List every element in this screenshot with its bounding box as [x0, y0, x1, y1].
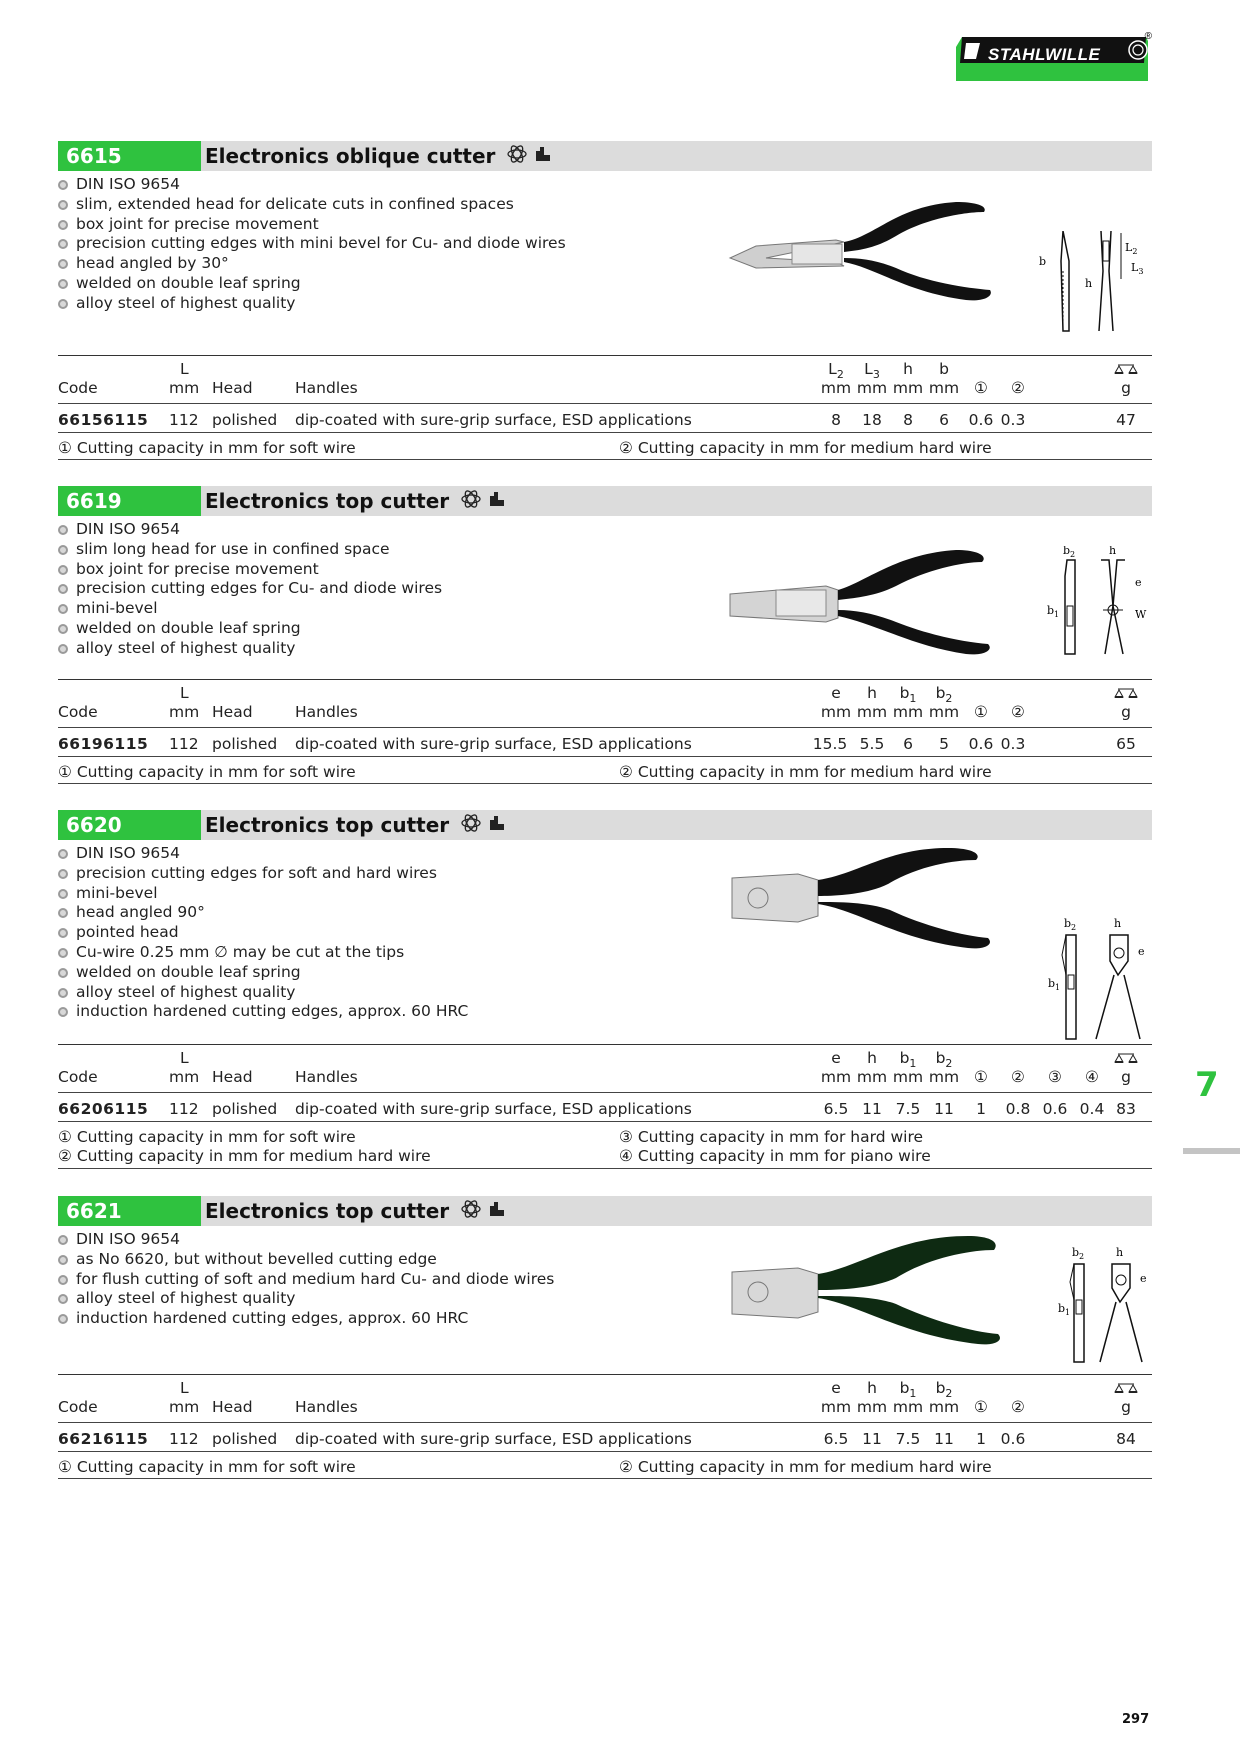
bullet-icon [58, 1255, 68, 1265]
dimension-drawing-6615 [1033, 231, 1153, 341]
svg-text:h: h [1116, 1246, 1124, 1259]
page-number: 297 [1122, 1712, 1150, 1727]
handles-value: dip-coated with sure-grip surface, ESD applications [295, 411, 692, 429]
bullet-icon [58, 1007, 68, 1017]
product-photo-6619 [726, 546, 1056, 666]
header-handles: Handles [295, 379, 358, 397]
header-head: Head [212, 379, 253, 397]
svg-text:b1: $b_1$ [1048, 977, 1061, 992]
bullet-icon [58, 1314, 68, 1324]
svg-text:b2: $b_2$ [1072, 1246, 1085, 1261]
capacity-value: 0.6 [968, 411, 994, 429]
bullet-icon [58, 1275, 68, 1285]
feature-item: for flush cutting of soft and medium hard Cu- and diode wires [58, 1270, 1152, 1290]
feature-item: alloy steel of highest quality [58, 639, 1152, 659]
dim-value: 18 [862, 411, 882, 429]
header-dim: h [867, 684, 877, 702]
feature-item: box joint for precise movement [58, 560, 1152, 580]
bullet-icon [58, 908, 68, 918]
svg-text:e: e [1135, 576, 1142, 589]
esd-icon [460, 1198, 506, 1220]
bullet-icon [58, 220, 68, 230]
svg-text:h: h [1085, 277, 1093, 290]
header-dim: h [867, 1049, 877, 1067]
header-dim: $b_1$ [899, 1049, 917, 1071]
bullet-icon [58, 644, 68, 654]
feature-item: induction hardened cutting edges, approx. 60 HRC [58, 1309, 1152, 1329]
footnote: ① Cutting capacity in mm for soft wire [58, 1128, 356, 1146]
footnote: ② Cutting capacity in mm for medium hard wire [619, 763, 992, 781]
table-top-rule [58, 1374, 1152, 1375]
bullet-icon [58, 565, 68, 575]
header-capacity-2: ② [1011, 379, 1025, 397]
bullet-icon [58, 545, 68, 555]
product-photo-6620 [728, 844, 1048, 974]
scale-icon [1114, 363, 1138, 377]
article-code: 66196115 [58, 735, 149, 753]
svg-text:b1: $b_1$ [1047, 604, 1060, 619]
header-rule [58, 403, 1152, 404]
bullet-icon [58, 968, 68, 978]
dim-value: 8 [831, 411, 841, 429]
bullet-icon [58, 1235, 68, 1245]
esd-icon [506, 143, 552, 165]
feature-item: mini-bevel [58, 599, 1152, 619]
table-top-rule [58, 355, 1152, 356]
product-section-6619: 6619 Electronics top cutter DIN ISO 9654 slim long head for use in confined space box joint for precise movement precision cutting edges for Cu- and diode wires mini-bevel welded on double leaf spring alloy steel of highest quality $b_2$ h e W $b_1$ L Code mm Head Handles e h $b_1$ $b_2$ mm mm mm mm ① ② g 66196115 112 polished dip-coated with sure-grip surface, ESD applications 15.5 5.5 6 5 0.6 0.3 65 ① Cutting capacity in mm for soft wire ② Cutting capacity in mm for medium hard wire [58, 486, 1152, 659]
bullet-icon [58, 869, 68, 879]
header-dim: $b_1$ [899, 684, 917, 706]
svg-text:b2: $b_2$ [1064, 917, 1077, 932]
feature-item: box joint for precise movement [58, 215, 1152, 235]
header-dim: $b_2$ [935, 1379, 953, 1401]
chapter-number: 7 [1195, 1065, 1219, 1105]
feature-item: induction hardened cutting edges, approx. 60 HRC [58, 1002, 1152, 1022]
feature-item: DIN ISO 9654 [58, 520, 1152, 540]
svg-text:L2: $L_2$ [1125, 241, 1138, 256]
feature-item: alloy steel of highest quality [58, 294, 1152, 314]
header-dim: h [903, 360, 913, 378]
header-dim: h [867, 1379, 877, 1397]
capacity-value: 0.3 [1000, 411, 1026, 429]
footnote-rule [58, 459, 1152, 460]
length-value: 112 [169, 411, 199, 429]
feature-item: head angled 90° [58, 903, 1152, 923]
esd-icon [460, 812, 506, 834]
svg-text:b2: $b_2$ [1063, 546, 1076, 559]
header-dim: b [939, 360, 949, 378]
bullet-icon [58, 525, 68, 535]
bullet-icon [58, 259, 68, 269]
header-g: g [1121, 379, 1131, 397]
feature-item: welded on double leaf spring [58, 274, 1152, 294]
bullet-icon [58, 849, 68, 859]
header-dim: $L_2$ [828, 360, 844, 382]
svg-text:L3: $L_3$ [1131, 261, 1144, 276]
bullet-icon [58, 928, 68, 938]
product-section-6615: 6615 Electronics oblique cutter DIN ISO 9654 slim, extended head for delicate cuts in confined spaces box joint for precise movement precision cutting edges with mini bevel for Cu- and diode wires head angled by 30° welded on double leaf spring alloy steel of highest quality b h $L_2$ $L_3$ L Code mm Head Handles $L_2$ $L_3$ h b mm mm mm mm ① ② g 66156115 112 polished dip-coated with sure-grip surface, ESD applications 8 18 8 6 0.6 0.3 47 ① Cutting capacity in mm for soft wire ② Cutting capacity in mm for medium hard wire [58, 141, 1152, 314]
table-top-rule [58, 1044, 1152, 1045]
feature-item: pointed head [58, 923, 1152, 943]
feature-item: DIN ISO 9654 [58, 1230, 1152, 1250]
header-dim: e [831, 684, 841, 702]
product-section-6621: 6621 Electronics top cutter DIN ISO 9654 as No 6620, but without bevelled cutting edge for flush cutting of soft and medium hard Cu- and diode wires alloy steel of highest quality induction hardened cutting edges, approx. 60 HRC $b_2$ h e $b_1$ L Code mm Head Handles e h $b_1$ $b_2$ mm mm mm mm ① ② g 66216115 112 polished dip-coated with sure-grip surface, ESD applications 6.5 11 7.5 11 1 0.6 84 ① Cutting capacity in mm for soft wire ② Cutting capacity in mm for medium hard wire [58, 1196, 1152, 1329]
dimension-drawing-6621 [1058, 1246, 1153, 1366]
bullet-icon [58, 988, 68, 998]
svg-text:h: h [1114, 917, 1122, 930]
feature-item: welded on double leaf spring [58, 619, 1152, 639]
product-title: Electronics top cutter [205, 1199, 450, 1223]
article-code: 66206115 [58, 1100, 149, 1118]
footnote: ① Cutting capacity in mm for soft wire [58, 439, 356, 457]
product-title: Electronics top cutter [205, 813, 450, 837]
bullet-icon [58, 624, 68, 634]
dimension-drawing-6619 [1043, 546, 1153, 656]
scale-icon [1114, 1052, 1138, 1066]
esd-and-hand-icons [460, 812, 506, 842]
feature-item: alloy steel of highest quality [58, 1289, 1152, 1309]
header-dim: e [831, 1379, 841, 1397]
product-title: Electronics oblique cutter [205, 144, 496, 168]
footnote: ① Cutting capacity in mm for soft wire [58, 1458, 356, 1476]
feature-item: precision cutting edges for Cu- and diode wires [58, 579, 1152, 599]
feature-item: slim long head for use in confined space [58, 540, 1152, 560]
footnote: ② Cutting capacity in mm for medium hard wire [619, 439, 992, 457]
feature-item: Cu-wire 0.25 mm ∅ may be cut at the tips [58, 943, 1152, 963]
footnote: ① Cutting capacity in mm for soft wire [58, 763, 356, 781]
header-dim: e [831, 1049, 841, 1067]
svg-text:h: h [1109, 546, 1117, 557]
section-header [58, 1196, 1152, 1226]
head-value: polished [212, 411, 278, 429]
product-code: 6621 [58, 1196, 201, 1226]
bullet-icon [58, 299, 68, 309]
chapter-tab-bar [1183, 1148, 1240, 1154]
brand-name: STAHLWILLE [988, 45, 1101, 64]
bullet-icon [58, 584, 68, 594]
registered-mark: ® [1144, 31, 1152, 42]
bullet-icon [58, 279, 68, 289]
bullet-icon [58, 948, 68, 958]
feature-item: mini-bevel [58, 884, 1152, 904]
article-code: 66156115 [58, 411, 149, 429]
bullet-icon [58, 200, 68, 210]
dimension-drawing-6620 [1048, 915, 1153, 1045]
feature-item: alloy steel of highest quality [58, 983, 1152, 1003]
bullet-icon [58, 180, 68, 190]
header-dim: $L_3$ [864, 360, 880, 382]
header-capacity-1: ① [974, 379, 988, 397]
scale-icon [1114, 687, 1138, 701]
svg-text:b1: $b_1$ [1058, 1302, 1071, 1317]
feature-item: precision cutting edges for soft and hard wires [58, 864, 1152, 884]
section-header [58, 810, 1152, 840]
header-code: Code [58, 379, 98, 397]
product-code: 6615 [58, 141, 201, 171]
stahlwille-logo [952, 33, 1152, 83]
svg-text:W: W [1135, 608, 1147, 621]
dim-value: 8 [903, 411, 913, 429]
esd-icon [460, 488, 506, 510]
table-top-rule [58, 679, 1152, 680]
feature-item: DIN ISO 9654 [58, 175, 1152, 195]
feature-item: precision cutting edges with mini bevel for Cu- and diode wires [58, 234, 1152, 254]
dim-value: 6 [939, 411, 949, 429]
header-dim: $b_2$ [935, 1049, 953, 1071]
footnote: ② Cutting capacity in mm for medium hard wire [58, 1147, 431, 1165]
bullet-icon [58, 1294, 68, 1304]
product-section-6620: 6620 Electronics top cutter DIN ISO 9654 precision cutting edges for soft and hard wires mini-bevel head angled 90° pointed head Cu-wire 0.25 mm ∅ may be cut at the tips welded on double leaf spring alloy steel of highest quality induction hardened cutting edges, approx. 60 HRC $b_2$ h e $b_1$ L Code mm Head Handles e h $b_1$ $b_2$ mm mm mm mm ① ② ③ ④ g 66206115 112 polished dip-coated with sure-grip surface, ESD applications 6.5 11 7.5 11 1 0.8 0.6 0.4 83 ① Cutting capacity in mm for soft wire ③ Cutting capacity in mm for hard wire ② Cutting capacity in mm for medium hard wire ④ Cutting capacity in mm for piano wire [58, 810, 1152, 1022]
svg-text:e: e [1140, 1272, 1147, 1285]
article-code: 66216115 [58, 1430, 149, 1448]
header-dim: $b_1$ [899, 1379, 917, 1401]
feature-item: DIN ISO 9654 [58, 844, 1152, 864]
feature-item: as No 6620, but without bevelled cutting edge [58, 1250, 1152, 1270]
header-dim: $b_2$ [935, 684, 953, 706]
bullet-icon [58, 604, 68, 614]
product-photo-6615 [726, 196, 1086, 316]
scale-icon [1114, 1382, 1138, 1396]
feature-item: slim, extended head for delicate cuts in confined spaces [58, 195, 1152, 215]
footnote: ③ Cutting capacity in mm for hard wire [619, 1128, 924, 1146]
product-photo-6621 [728, 1232, 1058, 1362]
esd-and-hand-icons [506, 143, 552, 173]
bullet-icon [58, 889, 68, 899]
esd-and-hand-icons [460, 488, 506, 518]
row-rule [58, 432, 1152, 433]
product-code: 6619 [58, 486, 201, 516]
feature-item: head angled by 30° [58, 254, 1152, 274]
feature-item: welded on double leaf spring [58, 963, 1152, 983]
product-title: Electronics top cutter [205, 489, 450, 513]
svg-text:b: b [1039, 255, 1047, 268]
section-header [58, 486, 1152, 516]
bullet-icon [58, 239, 68, 249]
header-l: L [180, 360, 189, 378]
esd-and-hand-icons [460, 1198, 506, 1228]
header-mm: mm [169, 379, 200, 397]
weight-value: 47 [1116, 411, 1136, 429]
product-code: 6620 [58, 810, 201, 840]
svg-text:e: e [1138, 945, 1145, 958]
section-header [58, 141, 1152, 171]
footnote: ② Cutting capacity in mm for medium hard wire [619, 1458, 992, 1476]
footnote: ④ Cutting capacity in mm for piano wire [619, 1147, 931, 1165]
